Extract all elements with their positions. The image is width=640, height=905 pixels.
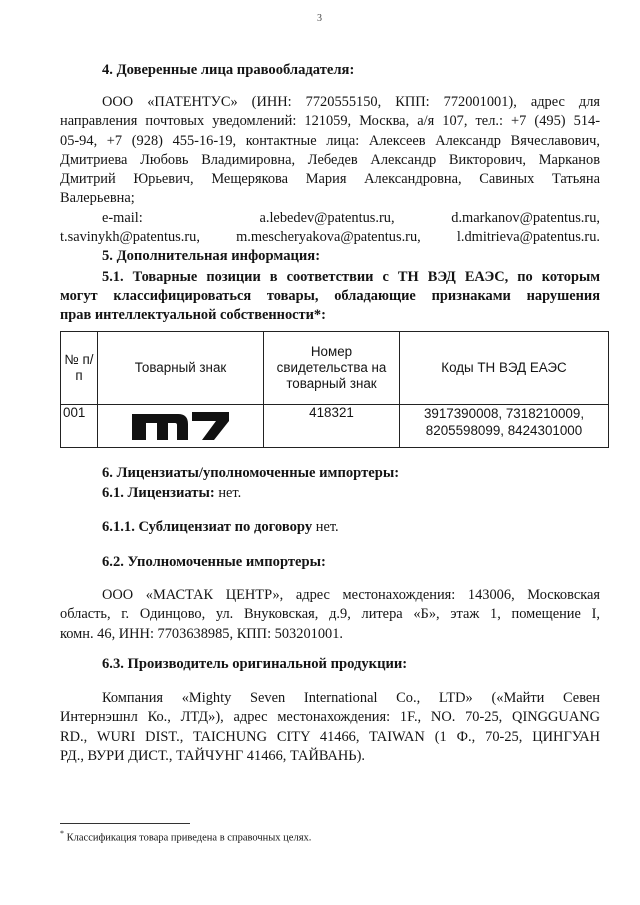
sub-line: могут классифицироваться товары, обладающие признаками нарушения — [60, 288, 600, 304]
cell-certificate: 418321 — [264, 405, 400, 448]
email-row — [60, 209, 600, 228]
para-line: РД., ВУРИ ДИСТ., ТАЙЧУНГ 41466, ТАЙВАНЬ). — [60, 747, 365, 764]
cell-number: 001 — [61, 405, 98, 448]
footnote-mark: * — [60, 829, 64, 838]
section-6-3-paragraph — [60, 689, 600, 766]
section-6-heading: 6. Лицензиаты/уполномоченные импортеры: — [102, 465, 400, 481]
section-6-1-1 — [102, 519, 339, 536]
section-4-heading: 4. Доверенные лица правообладателя: — [102, 62, 355, 78]
para-line: комн. 46, ИНН: 7703638985, КПП: 503201001. — [60, 625, 344, 642]
section-5-1 — [60, 268, 600, 325]
para-line: Компания «Mighty Seven International Co., LTD» («Майти Севен — [102, 690, 600, 706]
sublicensee-value: нет. — [312, 519, 339, 535]
table-header-row — [61, 332, 609, 405]
para-line: Валерьевна; — [60, 190, 135, 207]
sub-line: 5.1. Товарные позиции в соответствии с ТН ВЭД ЕАЭС, по которым — [102, 269, 600, 285]
email-line-2: t.savinykh@patentus.ru, m.mescheryakova@patentus.ru, l.dmitrieva@patentus.ru. — [60, 229, 600, 246]
email-markanov: d.markanov@patentus.ru, — [451, 209, 600, 226]
col-header-number: № п/п — [61, 332, 98, 405]
cell-trademark — [98, 405, 264, 448]
para-line: Дмитрий Юрьевич, Мещерякова Мария Александровна, Савиных Татьяна — [60, 171, 600, 188]
para-line: ООО «ПАТЕНТУС» (ИНН: 7720555150, КПП: 772001001), адрес для — [102, 94, 600, 110]
licensees-value: нет. — [214, 485, 242, 501]
trademark-table — [60, 331, 609, 448]
cell-codes: 3917390008, 7318210009, 8205598099, 8424301000 — [400, 405, 609, 448]
section-6-2-heading: 6.2. Уполномоченные импортеры: — [102, 554, 326, 570]
section-6-1 — [102, 485, 241, 502]
footnote — [60, 829, 311, 844]
para-line: ООО «МАСТАК ЦЕНТР», адрес местонахождения: 143006, Московская — [102, 587, 600, 603]
para-line: Интернэшнл Ко., ЛТД»), адрес местонахождения: 1F., NO. 70-25, QINGGUANG — [60, 709, 600, 726]
col-header-trademark: Товарный знак — [98, 332, 264, 405]
table-row — [61, 405, 609, 448]
para-line: область, г. Одинцово, ул. Внуковская, д.9, литера «Б», этаж 1, помещение I, — [60, 606, 600, 623]
para-line: 05-94, +7 (928) 455-16-19, контактные лица: Алексеев Александр Вячеславович, — [60, 132, 600, 149]
sub-line: прав интеллектуальной собственности*: — [60, 307, 326, 323]
email-lebedev: a.lebedev@patentus.ru, — [259, 209, 395, 226]
m7-logo — [132, 409, 230, 441]
footnote-text: Классификация товара приведена в справочных целях. — [64, 832, 312, 844]
sublicensee-label: 6.1.1. Сублицензиат по договору — [102, 519, 313, 535]
section-5-heading: 5. Дополнительная информация: — [102, 248, 321, 264]
para-line: Дмитриева Любовь Владимировна, Лебедев Александр Викторович, Марканов — [60, 151, 600, 168]
email-label: e-mail: — [102, 209, 143, 226]
col-header-certificate: Номер свидетельства на товарный знак — [264, 332, 400, 405]
para-line: RD., WURI DIST., TAICHUNG CITY 41466, TAIWAN (1 Ф., 70-25, ЦИНГУАН — [60, 728, 600, 745]
licensees-label: 6.1. Лицензиаты: — [102, 485, 215, 501]
section-6-3-heading: 6.3. Производитель оригинальной продукции: — [102, 656, 408, 672]
footnote-divider — [60, 823, 190, 824]
page-number: 3 — [317, 13, 322, 24]
col-header-codes: Коды ТН ВЭД ЕАЭС — [400, 332, 609, 405]
section-6-2-paragraph — [60, 586, 600, 644]
para-line: направления почтовых уведомлений: 121059, Москва, а/я 107, тел.: +7 (495) 514- — [60, 113, 600, 130]
section-4-paragraph — [60, 93, 600, 247]
